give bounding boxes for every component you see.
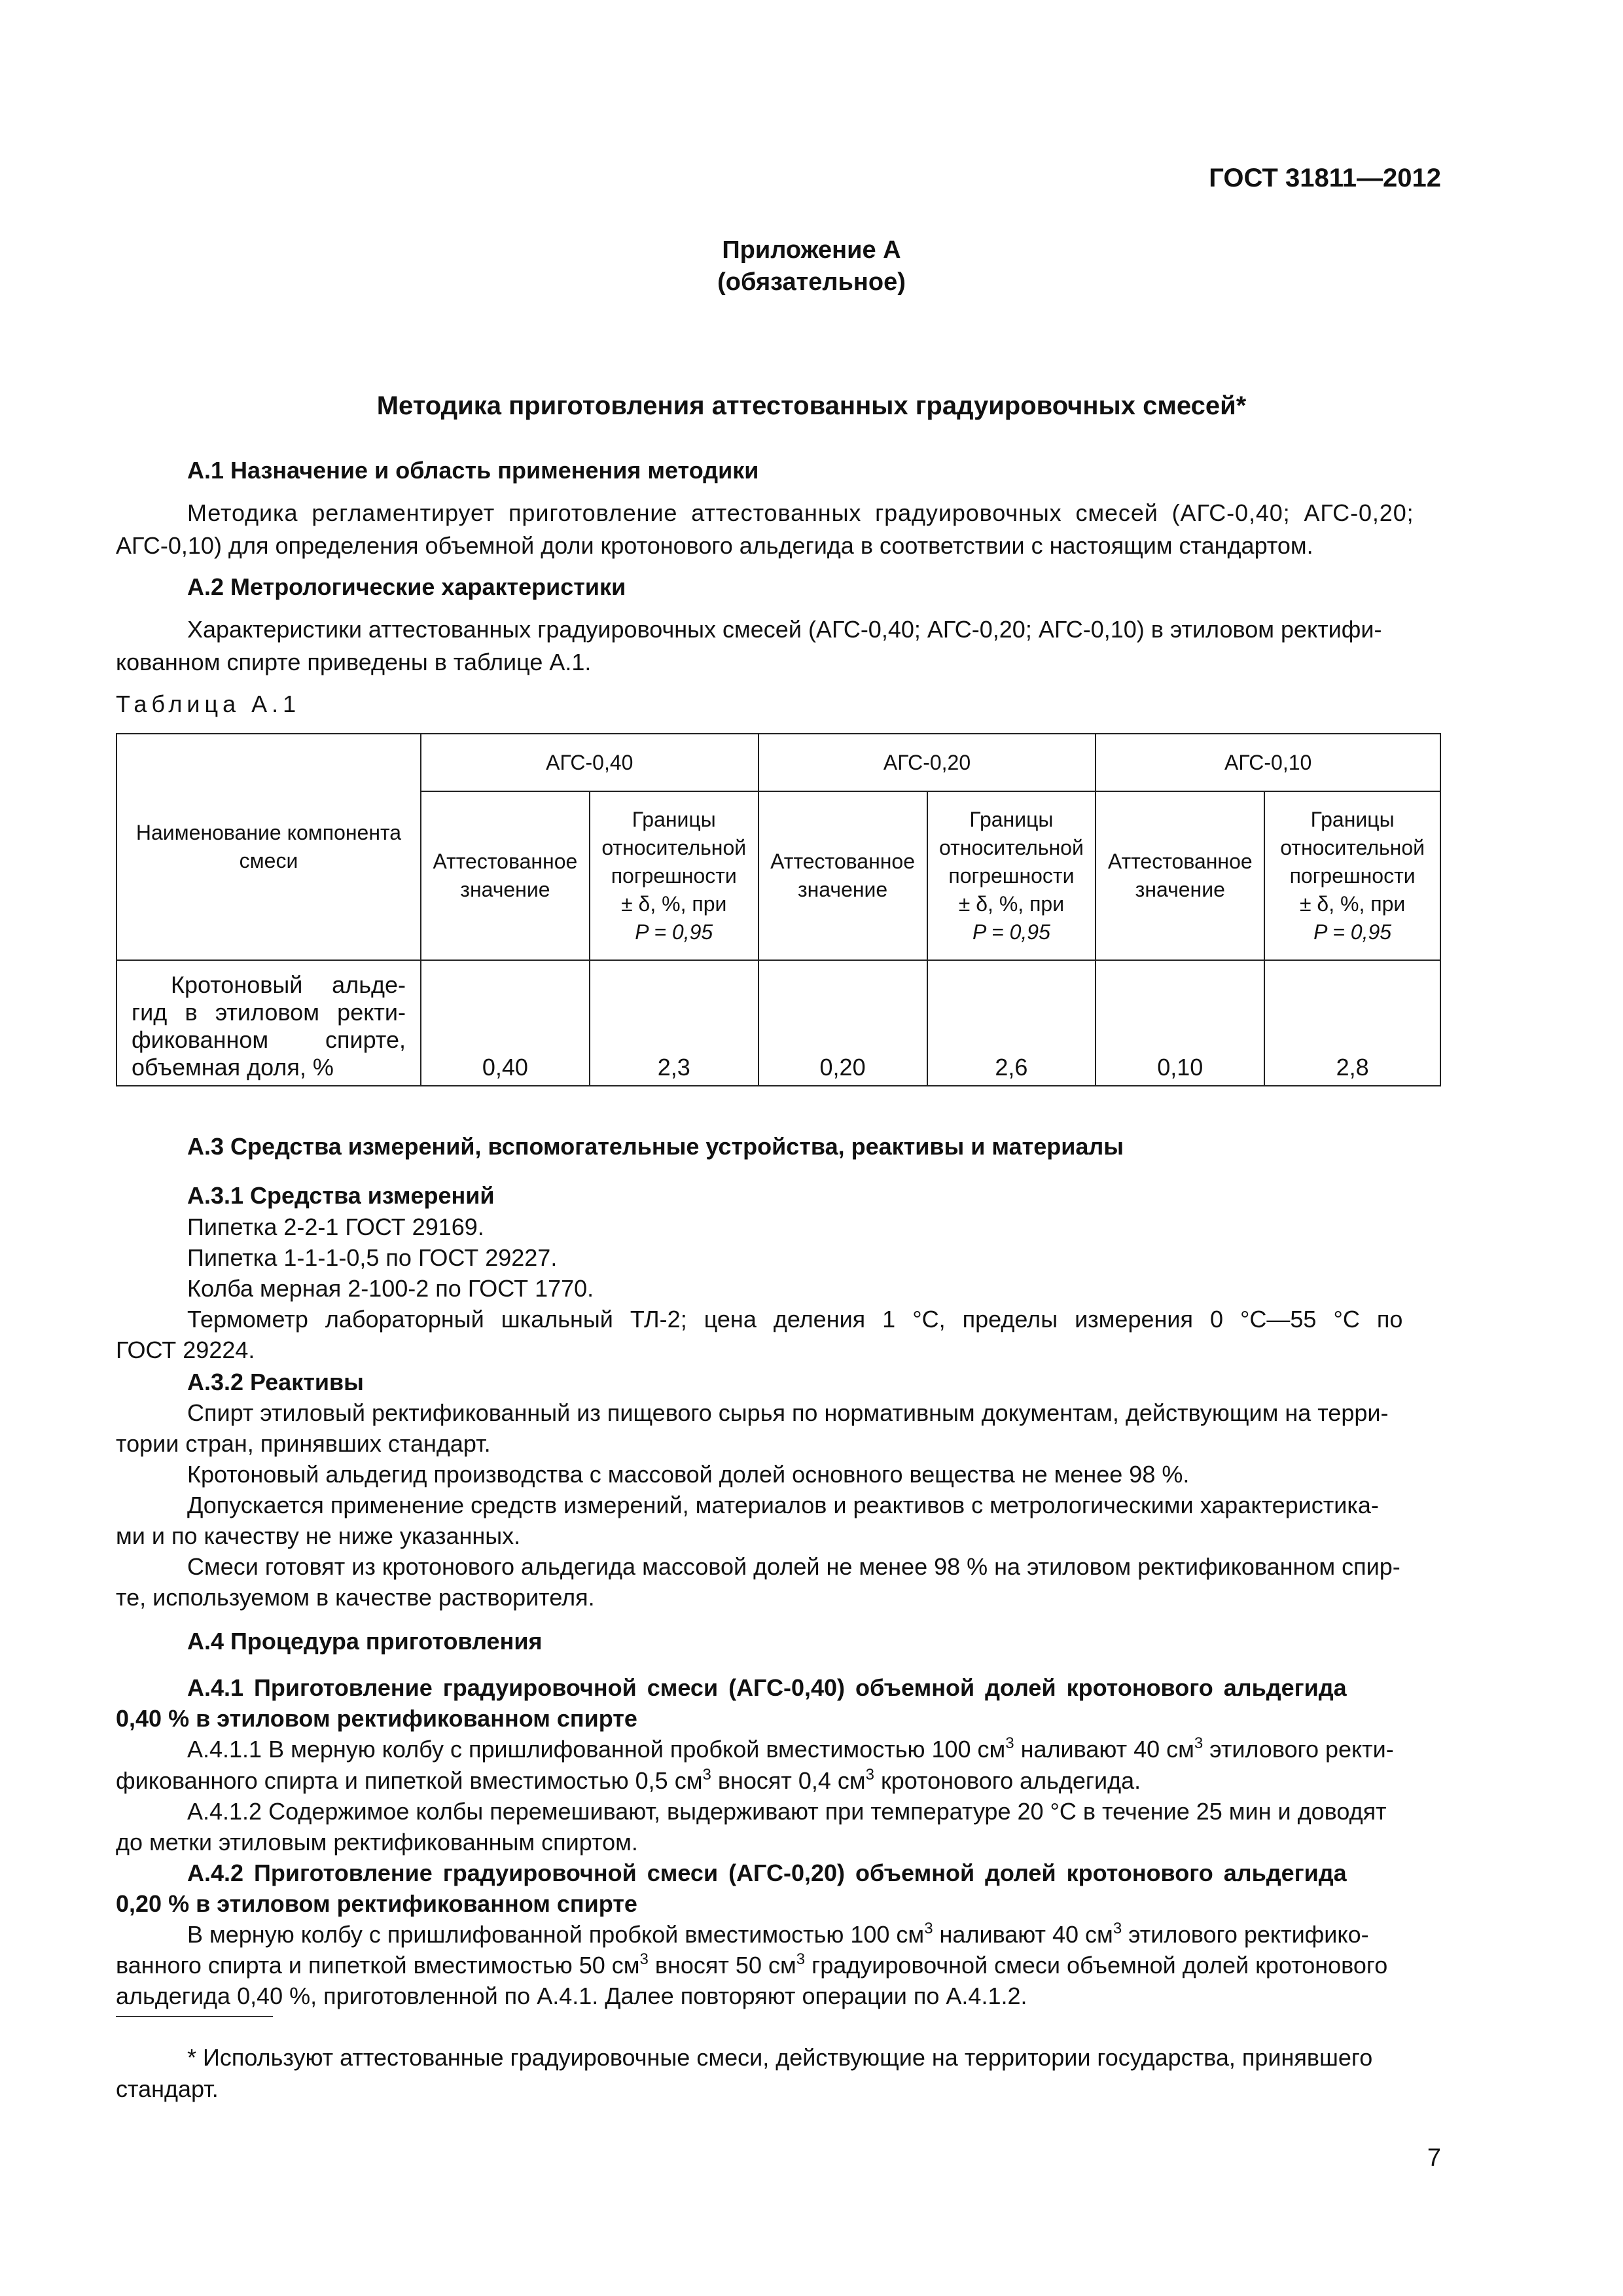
- page-number: 7: [1427, 2144, 1441, 2172]
- header-certified-value: Аттестованное значение: [421, 791, 590, 960]
- error-line: Границы: [1310, 807, 1395, 831]
- section-a1-heading: А.1 Назначение и область применения методики: [187, 457, 759, 484]
- a32-line-3: Кротоновый альдегид производства с массовой долей основного вещества не менее 98 %.: [187, 1461, 1190, 1488]
- header-error-bounds: [1264, 791, 1440, 960]
- section-a32-heading: А.3.2 Реактивы: [187, 1369, 364, 1395]
- a412-line-1: А.4.1.2 Содержимое колбы перемешивают, выдерживают при температуре 20 °С в течение 25 мин и доводят: [187, 1798, 1387, 1825]
- error-line: относительной: [601, 835, 747, 859]
- error-ags020: 2,6: [927, 960, 1096, 1086]
- a32-line-7: те, используемом в качестве растворителя.: [116, 1584, 595, 1611]
- document-id: ГОСТ 31811—2012: [1209, 164, 1441, 192]
- main-title: Методика приготовления аттестованных градуировочных смесей*: [376, 391, 1247, 420]
- footnote-line-1: * Используют аттестованные градуировочные смеси, действующие на территории государства, принявшего: [187, 2044, 1373, 2071]
- a1-line-2: АГС-0,10) для определения объемной доли кротонового альдегида в соответствии с настоящим стандартом.: [116, 532, 1313, 559]
- error-line: ± δ, %, при: [1299, 891, 1406, 916]
- appendix-subtitle: (обязательное): [717, 268, 906, 296]
- error-line: погрешности: [948, 863, 1075, 888]
- value-ags040: 0,40: [421, 960, 590, 1086]
- value-ags020: 0,20: [758, 960, 927, 1086]
- footnote-line-2: стандарт.: [116, 2075, 219, 2102]
- a32-line-1: Спирт этиловый ректификованный из пищевого сырья по нормативным документам, действующим на терри-: [187, 1399, 1389, 1426]
- header-group-ags010: АГС-0,10: [1096, 734, 1440, 791]
- a42-line-3: альдегида 0,40 %, приготовленной по А.4.1. Далее повторяют операции по А.4.1.2.: [116, 1982, 1027, 2009]
- error-line: погрешности: [1289, 863, 1416, 888]
- error-line: ± δ, %, при: [621, 891, 727, 916]
- section-a42-heading-line-1: А.4.2 Приготовление градуировочной смеси (АГС-0,20) объемной долей кротонового альдегида: [187, 1859, 1347, 1886]
- error-ags040: 2,3: [590, 960, 758, 1086]
- name-line: объемная доля, %: [132, 1054, 334, 1081]
- error-line: относительной: [1280, 835, 1425, 859]
- row-component-name: [116, 960, 421, 1086]
- a411-line-2: фикованного спирта и пипеткой вместимостью 0,5 $см^3$ вносят 0,4 $см^3$ кротонового альдегида.: [116, 1766, 1141, 1794]
- a31-line-3: Колба мерная 2-100-2 по ГОСТ 1770.: [187, 1275, 594, 1302]
- a32-line-6: Смеси готовят из кротонового альдегида массовой долей не менее 98 % на этиловом ректификованном спир-: [187, 1553, 1400, 1580]
- a411-line-1: А.4.1.1 В мерную колбу с пришлифованной пробкой вместимостью 100 $см^3$ наливают 40 $см^3$ этилового ректи-: [187, 1734, 1394, 1763]
- header-group-ags020: АГС-0,20: [758, 734, 1096, 791]
- name-line: фикованном спирте,: [132, 1026, 406, 1053]
- error-line: Границы: [969, 807, 1054, 831]
- error-ags010: 2,8: [1264, 960, 1440, 1086]
- header-group-ags040: АГС-0,40: [421, 734, 758, 791]
- name-line: Кротоновый альде-: [171, 971, 406, 998]
- section-a4-heading: А.4 Процедура приготовления: [187, 1628, 543, 1655]
- section-a31-heading: А.3.1 Средства измерений: [187, 1182, 495, 1209]
- a32-line-5: ми и по качеству не ниже указанных.: [116, 1522, 521, 1549]
- name-line: гид в этиловом ректи-: [132, 999, 406, 1026]
- a42-line-1: В мерную колбу с пришлифованной пробкой вместимостью 100 $см^3$ наливают 40 $см^3$ этилового ректифико-: [187, 1920, 1369, 1948]
- footnote-rule: [116, 2016, 273, 2017]
- section-a3-heading: А.3 Средства измерений, вспомогательные устройства, реактивы и материалы: [187, 1133, 1124, 1160]
- error-line: P = 0,95: [972, 920, 1050, 944]
- a42-line-2: ванного спирта и пипеткой вместимостью 50 $см^3$ вносят 50 $см^3$ градуировочной смеси объемной долей кротонового: [116, 1950, 1388, 1979]
- error-line: ± δ, %, при: [958, 891, 1065, 916]
- error-line: P = 0,95: [1313, 920, 1392, 944]
- header-error-bounds: [927, 791, 1096, 960]
- a1-line-1: Методика регламентирует приготовление аттестованных градуировочных смесей (АГС-0,40; АГС-0,20;: [187, 499, 1414, 526]
- a31-line-5: ГОСТ 29224.: [116, 1336, 255, 1363]
- a31-line-2: Пипетка 1-1-1-0,5 по ГОСТ 29227.: [187, 1244, 558, 1271]
- a2-line-2: кованном спирте приведены в таблице А.1.: [116, 649, 592, 675]
- a2-line-1: Характеристики аттестованных градуировочных смесей (АГС-0,40; АГС-0,20; АГС-0,10) в этиловом ректифи-: [187, 616, 1382, 643]
- section-a41-heading-line-2: 0,40 % в этиловом ректификованном спирте: [116, 1705, 637, 1732]
- a31-line-1: Пипетка 2-2-1 ГОСТ 29169.: [187, 1213, 484, 1240]
- header-error-bounds: [590, 791, 758, 960]
- table-a1: [116, 733, 1441, 1086]
- section-a42-heading-line-2: 0,20 % в этиловом ректификованном спирте: [116, 1890, 637, 1917]
- section-a2-heading: А.2 Метрологические характеристики: [187, 573, 626, 600]
- appendix-title: Приложение А: [722, 236, 901, 264]
- error-line: относительной: [939, 835, 1084, 859]
- a412-line-2: до метки этиловым ректификованным спиртом.: [116, 1829, 638, 1856]
- error-line: погрешности: [611, 863, 737, 888]
- a32-line-2: тории стран, принявших стандарт.: [116, 1430, 491, 1457]
- table-caption: Таблица А.1: [116, 691, 301, 717]
- error-line: Границы: [632, 807, 716, 831]
- a32-line-4: Допускается применение средств измерений, материалов и реактивов с метрологическими характеристика-: [187, 1492, 1379, 1518]
- header-component-name: Наименование компонента смеси: [116, 734, 421, 960]
- header-certified-value: Аттестованное значение: [758, 791, 927, 960]
- a31-line-4: Термометр лабораторный шкальный ТЛ-2; цена деления 1 °С, пределы измерения 0 °С—55 °С по: [187, 1306, 1403, 1333]
- section-a41-heading-line-1: А.4.1 Приготовление градуировочной смеси (АГС-0,40) объемной долей кротонового альдегида: [187, 1674, 1347, 1701]
- header-certified-value: Аттестованное значение: [1096, 791, 1264, 960]
- error-line: P = 0,95: [635, 920, 713, 944]
- value-ags010: 0,10: [1096, 960, 1264, 1086]
